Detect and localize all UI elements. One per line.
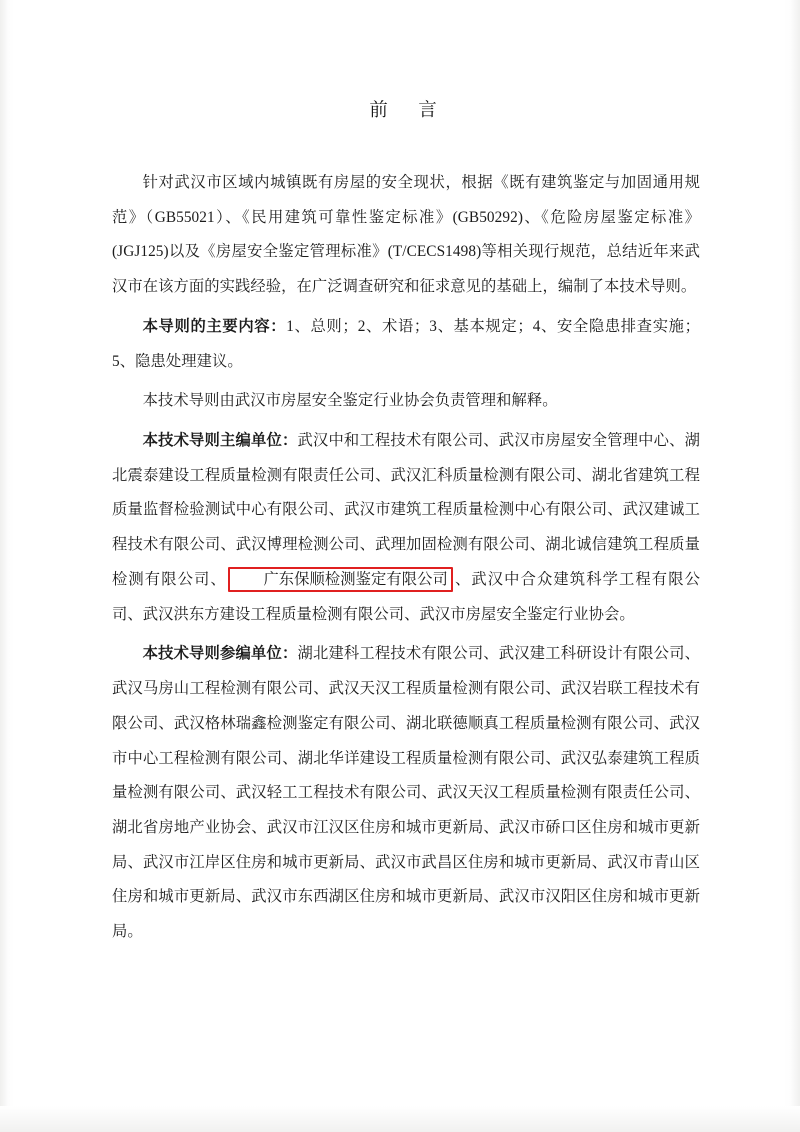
chief-editors-text-before: 武汉中和工程技术有限公司、武汉市房屋安全管理中心、湖北震泰建设工程质量检测有限责任公司、武汉汇科质量检测有限公司、湖北省建筑工程质量监督检验测试中心有限公司、武汉市建筑工程质量检测中心有限公司、武汉建诚工程技术有限公司、武汉博理检测公司、武理加固检测有限公司、湖北诚信建筑工程质量检测有限公司、 xyxy=(112,432,701,588)
page-left-edge-shadow xyxy=(0,0,14,1132)
paragraph-management xyxy=(112,384,700,419)
paragraph-background-text: 针对武汉市区域内城镇既有房屋的安全现状，根据《既有建筑鉴定与加固通用规范》（GB55021）、《民用建筑可靠性鉴定标准》(GB50292)、《危险房屋鉴定标准》(JGJ125)以及《房屋安全鉴定管理标准》(T/CECS1498)等相关现行规范，总结近年来武汉市在该方面的实践经验，在广泛调查研究和征求意见的基础上，编制了本技术导则。 xyxy=(112,174,700,296)
paragraph-main-content xyxy=(112,310,700,379)
paragraph-associate-editors xyxy=(112,637,700,949)
page-title: 前 言 xyxy=(369,101,443,121)
paragraph-main-content-text: 1、总则；2、术语；3、基本规定；4、安全隐患排查实施；5、隐患处理建议。 xyxy=(112,317,700,370)
paragraph-chief-editors xyxy=(112,424,700,632)
page-right-edge-shadow xyxy=(784,0,800,1132)
paragraph-main-content-lead: 本导则的主要内容： xyxy=(142,317,287,335)
highlighted-company-annotation: 广东保顺检测鉴定有限公司 xyxy=(228,567,453,592)
paragraph-background xyxy=(112,166,700,305)
chief-editors-lead: 本技术导则主编单位： xyxy=(142,432,298,450)
document-body xyxy=(112,96,700,955)
page-bottom-edge-shadow xyxy=(0,1106,800,1132)
chief-editors-text-after: 、武汉中合众建筑科学工程有限公司、武汉洪东方建设工程质量检测有限公司、武汉市房屋安全鉴定行业协会。 xyxy=(112,570,700,623)
associate-editors-lead: 本技术导则参编单位： xyxy=(142,645,298,663)
paragraph-management-text: 本技术导则由武汉市房屋安全鉴定行业协会负责管理和解释。 xyxy=(142,392,558,410)
associate-editors-text: 湖北建科工程技术有限公司、武汉建工科研设计有限公司、武汉马房山工程检测有限公司、武汉天汉工程质量检测有限公司、武汉岩联工程技术有限公司、武汉格林瑞鑫检测鉴定有限公司、湖北联德顺真工程质量检测有限公司、武汉市中心工程检测有限公司、湖北华详建设工程质量检测有限公司、武汉弘泰建筑工程质量检测有限公司、武汉轻工工程技术有限公司、武汉天汉工程质量检测有限责任公司、湖北省房地产业协会、武汉市江汉区住房和城市更新局、武汉市硚口区住房和城市更新局、武汉市江岸区住房和城市更新局、武汉市武昌区住房和城市更新局、武汉市青山区住房和城市更新局、武汉市东西湖区住房和城市更新局、武汉市汉阳区住房和城市更新局。 xyxy=(112,645,701,941)
